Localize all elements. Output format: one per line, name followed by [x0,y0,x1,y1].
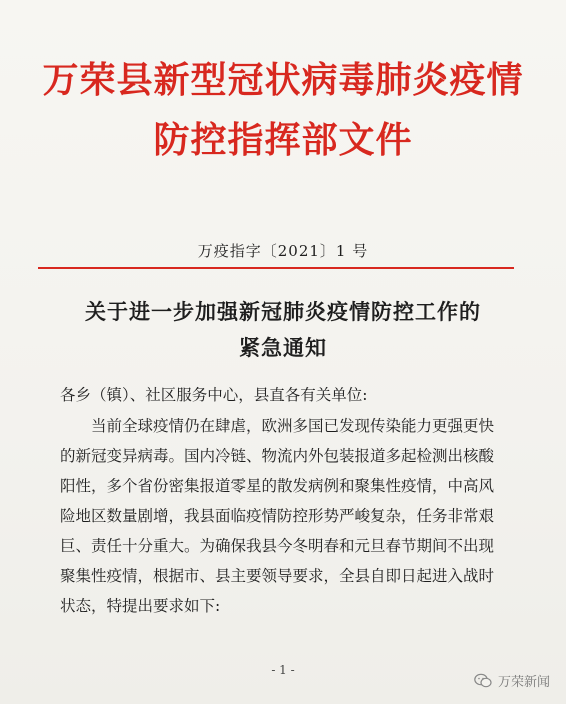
body-line: 当前全球疫情仍在肆虐，欧洲多国已发现传染能力更强更快 [60,417,495,435]
page-number: - 1 - [271,663,295,677]
red-divider [38,267,514,269]
body-line: 状态，特提出要求如下: [60,597,221,615]
salutation: 各乡（镇）、社区服务中心，县直各有关单位: [60,386,368,404]
watermark [474,671,550,690]
document-number: 万疫指字〔2021〕1 号 [197,242,369,260]
body-line: 险地区数量剧增，我县面临疫情防控形势严峻复杂，任务非常艰 [60,507,495,525]
body-line: 巨、责任十分重大。为确保我县今冬明春和元旦春节期间不出现 [60,537,495,555]
notice-title-line1: 关于进一步加强新冠肺炎疫情防控工作的 [85,299,481,324]
header-title-line2: 防控指挥部文件 [153,119,413,161]
notice-title-line2: 紧急通知 [239,335,327,360]
wechat-icon [474,673,492,689]
body-line: 阳性，多个省份密集报道零星的散发病例和聚集性疫情，中高风 [60,477,495,495]
header-title-line1: 万荣县新型冠状病毒肺炎疫情 [42,59,524,101]
body-line: 的新冠变异病毒。国内冷链、物流内外包装报道多起检测出核酸 [60,447,495,465]
body-line: 聚集性疫情，根据市、县主要领导要求，全县自即日起进入战时 [60,567,495,585]
watermark-text: 万荣新闻 [497,675,550,690]
